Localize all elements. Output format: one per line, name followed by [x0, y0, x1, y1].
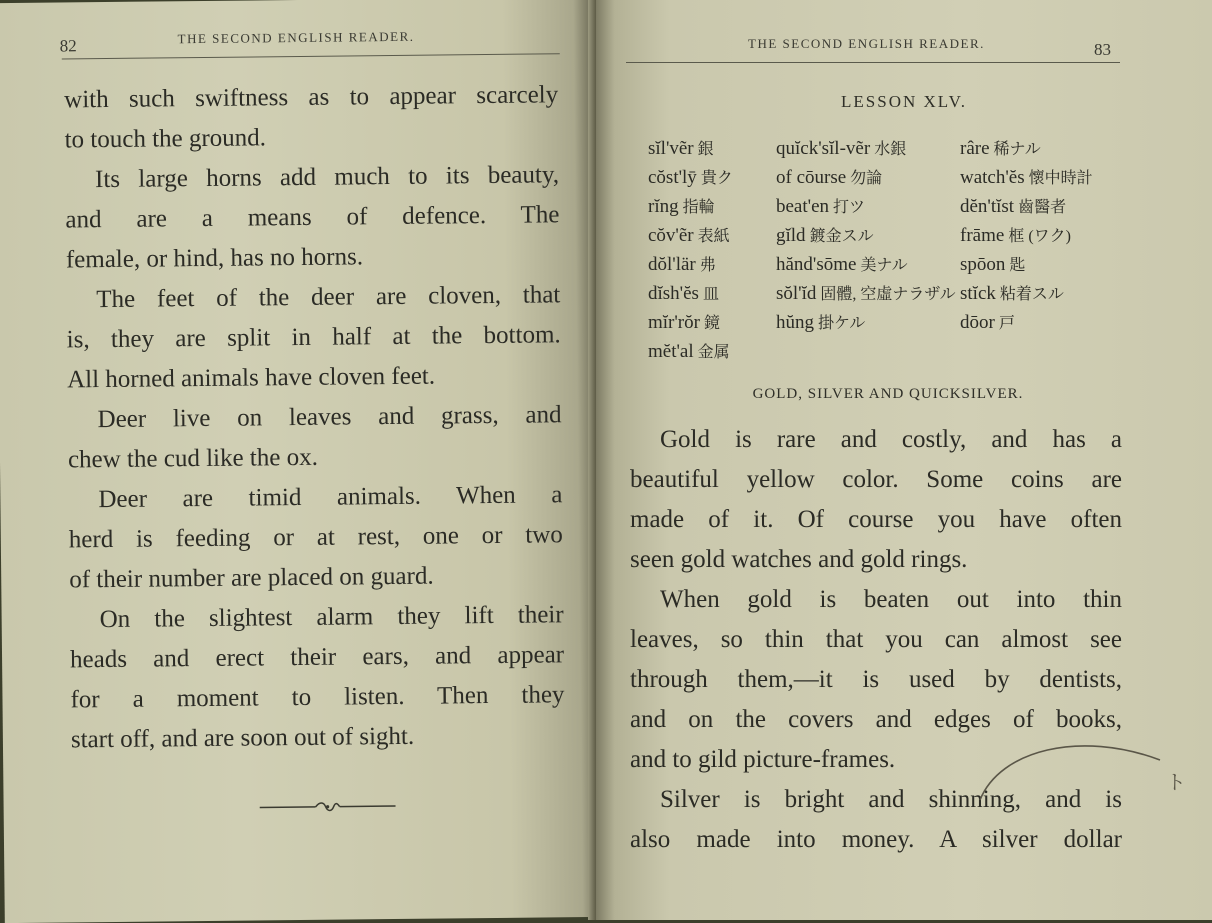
text-line: to touch the ground. [64, 124, 267, 154]
left-page [0, 0, 601, 923]
right-page-number: 83 [1094, 40, 1111, 59]
text-line: Silver is bright and shinning, and is [660, 786, 1122, 813]
right-header-rule [626, 62, 1120, 63]
text-line: Its large horns add much to its beauty, [94, 161, 560, 194]
text-line: and are a means of defence. The [65, 201, 560, 234]
vocab-item: dĭsh'ĕs 皿 [648, 283, 719, 304]
text-line: heads and erect their ears, and appear [69, 641, 565, 674]
text-line: leaves, so thin that you can almost see [630, 626, 1122, 653]
vocab-column-2 [776, 134, 956, 337]
pencil-annotation [960, 730, 1200, 830]
text-line: for a moment to listen. Then they [70, 681, 565, 714]
text-line: through them,—it is used by dentists, [630, 666, 1122, 693]
vocab-item: stĭck 粘着スル [960, 283, 1064, 304]
text-line: herd is feeding or at rest, one or two [68, 521, 563, 554]
lesson-title: LESSON XLV. [841, 92, 967, 111]
vocab-column-3 [960, 134, 1093, 337]
text-line: with such swiftness as to appear scarcely [64, 81, 559, 114]
vocab-item: mĕt'al 金属 [648, 341, 730, 362]
vocab-item: râre 稀ナル [960, 138, 1041, 159]
right-running-head: THE SECOND ENGLISH READER. [748, 36, 985, 51]
vocab-column-1 [648, 134, 733, 366]
text-line: seen gold watches and gold rings. [630, 546, 968, 573]
vocab-item: dŏl'lär 弗 [648, 254, 716, 275]
left-header-rule [62, 53, 560, 59]
margin-note: ト [1166, 770, 1186, 794]
vocab-item: sŏl'ĭd 固體, 空虛ナラザル [776, 283, 956, 304]
end-ornament [260, 799, 396, 814]
section-title: GOLD, SILVER AND QUICKSILVER. [752, 386, 1024, 402]
vocab-item: cŏst'lȳ 貴ク [648, 167, 733, 188]
vocab-item: frāme 框 (ワク) [960, 225, 1071, 246]
text-line: start off, and are soon out of sight. [70, 722, 415, 754]
text-line: of their number are placed on guard. [69, 562, 434, 594]
text-line: The feet of the deer are cloven, that [96, 281, 561, 314]
text-line: beautiful yellow color. Some coins are [630, 466, 1122, 493]
text-line: also made into money. A silver dollar [630, 826, 1122, 853]
vocab-item: hănd'sōme 美ナル [776, 254, 908, 275]
vocab-item: of cōurse 勿論 [776, 167, 883, 188]
text-line: Gold is rare and costly, and has a [660, 426, 1122, 453]
vocab-item: mĭr'rŏr 鏡 [648, 312, 720, 333]
vocab-item: hŭng 掛ケル [776, 312, 866, 333]
text-line: is, they are split in half at the bottom. [66, 321, 561, 354]
vocab-item: watch'ĕs 懷中時計 [960, 167, 1093, 188]
left-running-head: THE SECOND ENGLISH READER. [177, 28, 415, 47]
text-line: When gold is beaten out into thin [660, 586, 1122, 613]
vocab-item: rĭng 指輪 [648, 196, 715, 217]
text-line: On the slightest alarm they lift their [99, 601, 564, 634]
vocab-item: cŏv'ẽr 表紙 [648, 225, 730, 246]
text-line: and to gild picture-frames. [630, 746, 896, 773]
vocab-item: beat'en 打ツ [776, 196, 866, 217]
left-body-text [64, 75, 565, 760]
vocab-item: spōon 匙 [960, 254, 1026, 275]
vocab-item: dĕn'tĭst 齒醫者 [960, 196, 1067, 217]
text-line: All horned animals have cloven feet. [67, 362, 436, 394]
text-line: Deer are timid animals. When a [98, 481, 563, 514]
vocab-item: gĭld 鍍金スル [776, 225, 874, 246]
text-line: Deer live on leaves and grass, and [97, 401, 562, 434]
text-line: female, or hind, has no horns. [65, 243, 364, 274]
vocab-item: quĭck'sĭl-vẽr 水銀 [776, 138, 907, 159]
vocab-item: sĭl'vẽr 銀 [648, 138, 714, 159]
text-line: made of it. Of course you have often [630, 506, 1122, 533]
text-line: chew the cud like the ox. [67, 443, 319, 474]
left-page-number: 82 [59, 36, 77, 56]
text-line: and on the covers and edges of books, [630, 706, 1122, 733]
vocab-item: dōor 戸 [960, 312, 1015, 333]
